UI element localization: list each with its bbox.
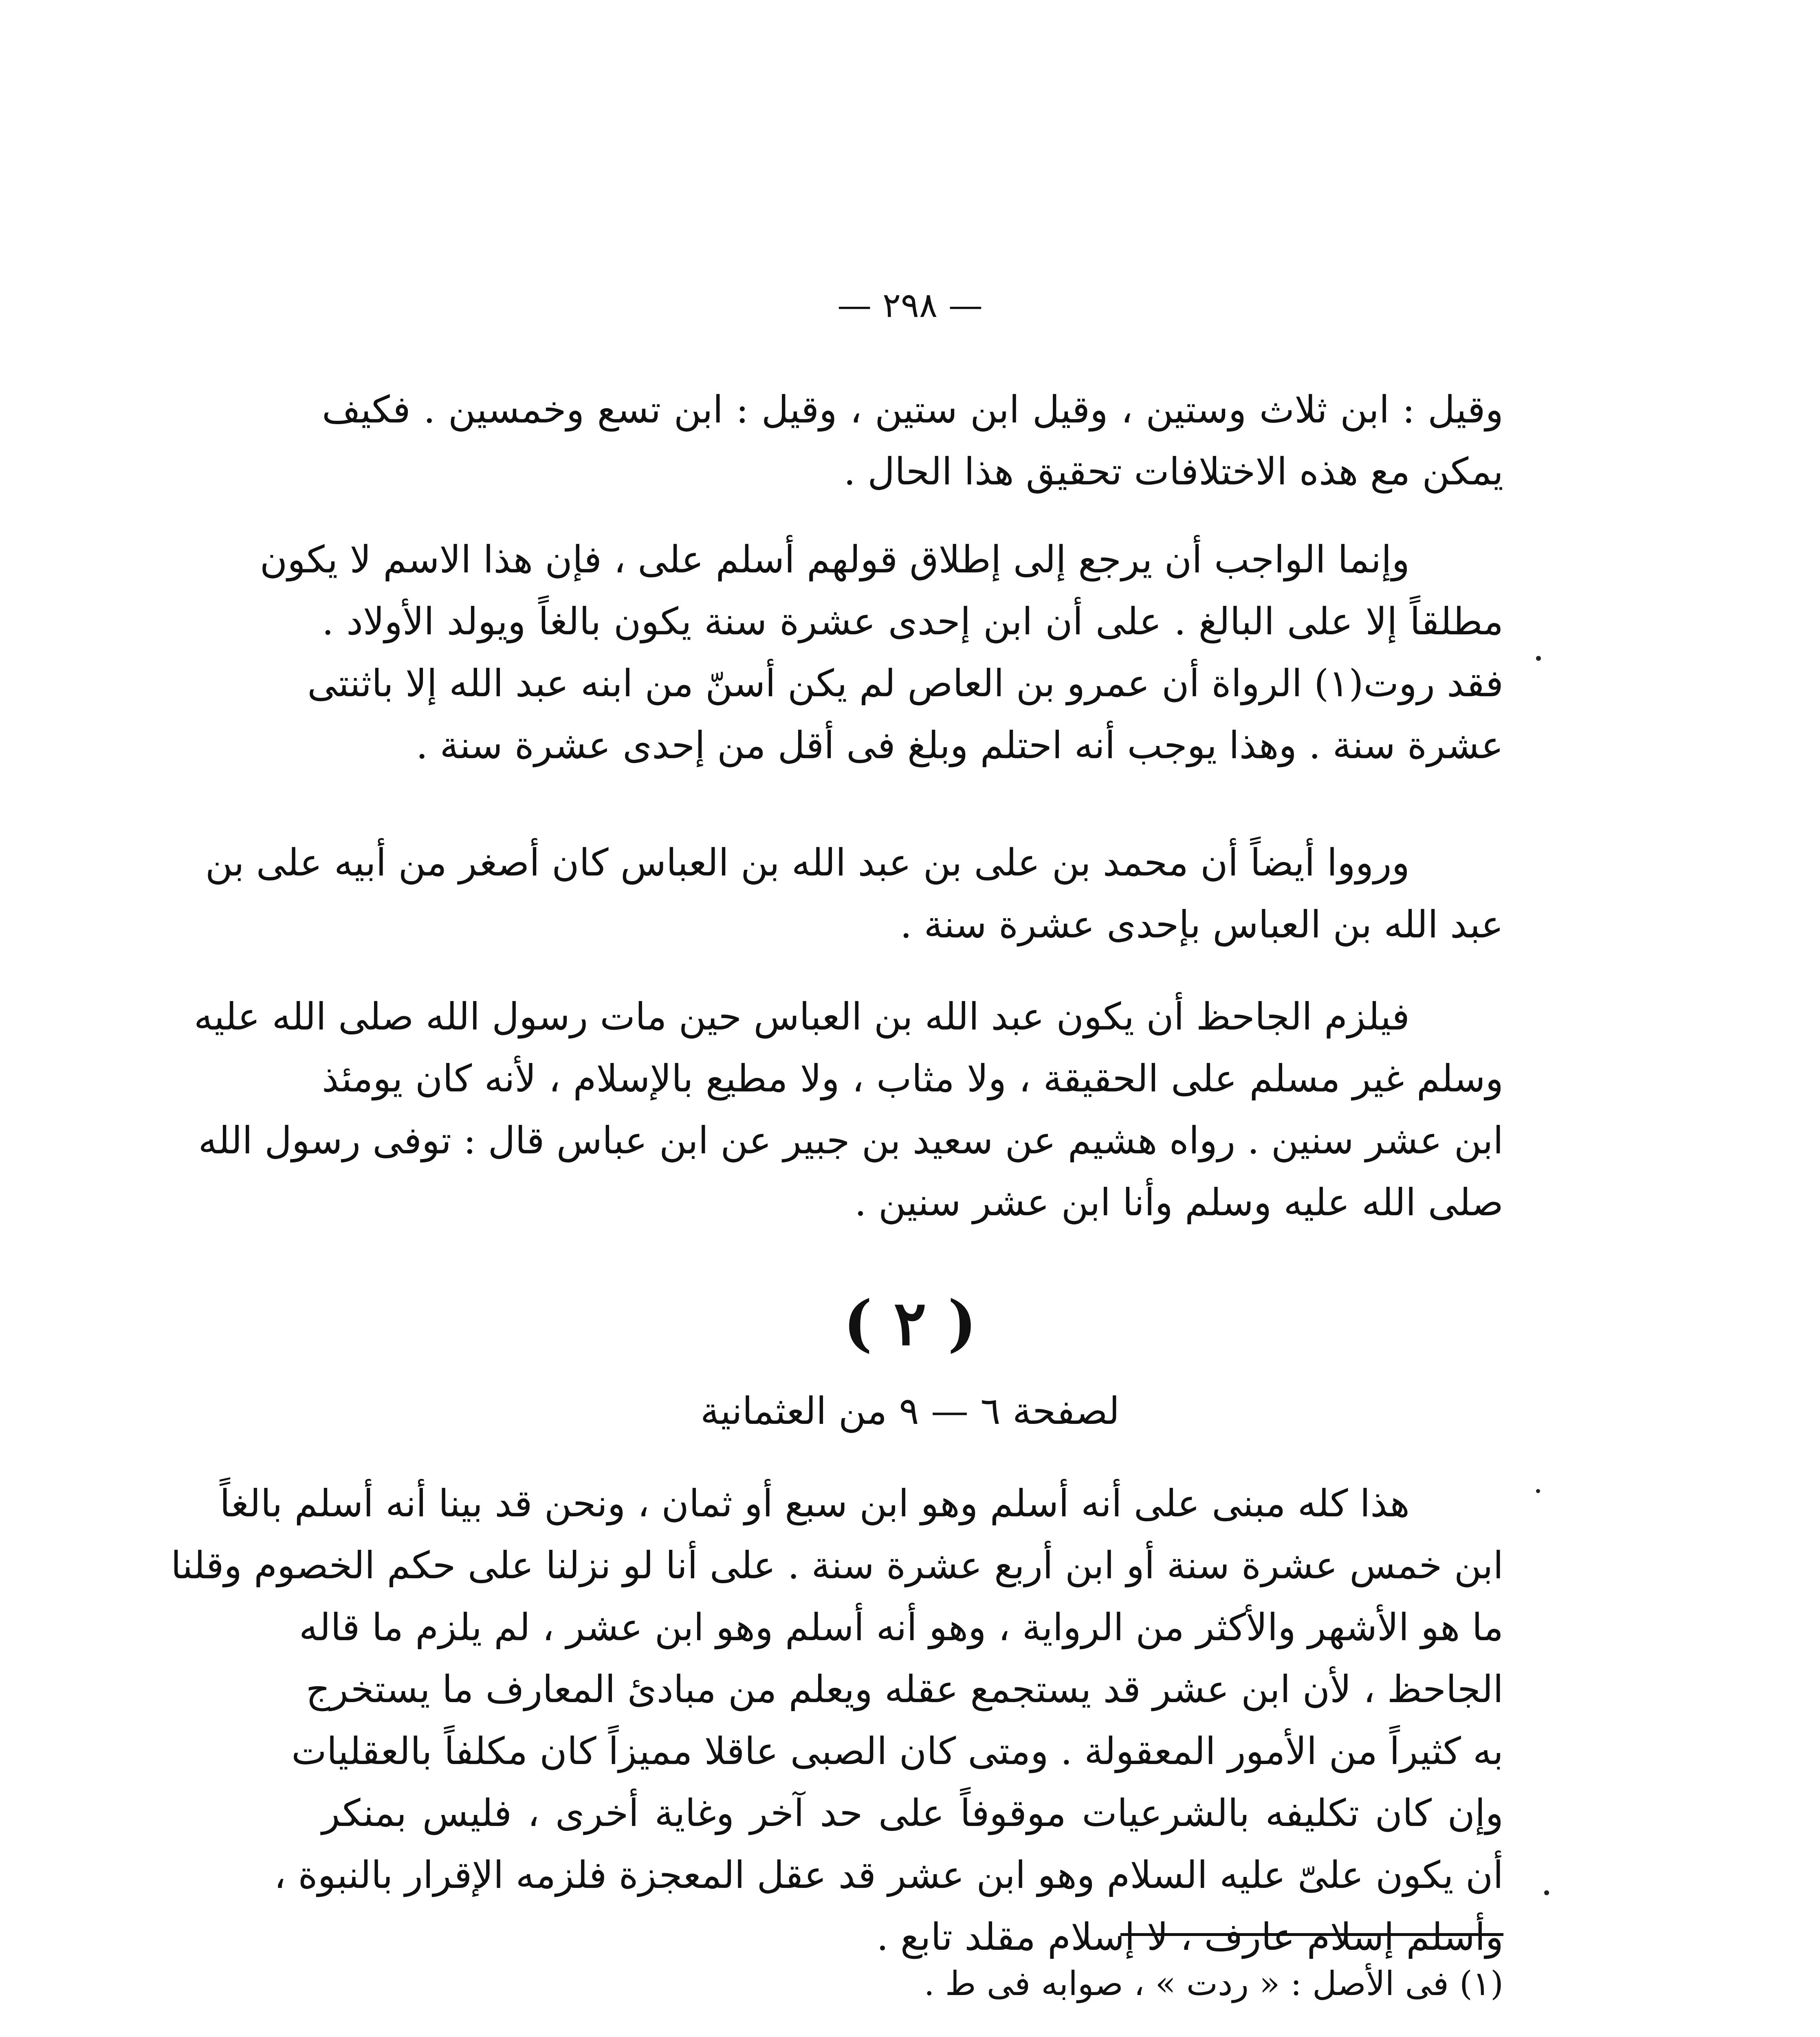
- text-line: ورووا أيضاً أن محمد بن على بن عبد الله بن العباس كان أصغر من أبيه على بن: [205, 841, 1410, 884]
- scan-speck: [1536, 656, 1541, 661]
- text-line: وإن كان تكليفه بالشرعيات موقوفاً على حد آخر وغاية أخرى ، فليس بمنكر: [322, 1791, 1503, 1835]
- text-line: هذا كله مبنى على أنه أسلم وهو ابن سبع أو ثمان ، ونحن قد بينا أنه أسلم بالغاً: [220, 1482, 1410, 1525]
- text-line: صلى الله عليه وسلم وأنا ابن عشر سنين .: [854, 1181, 1503, 1224]
- text-line: وسلم غير مسلم على الحقيقة ، ولا مثاب ، ولا مطيع بالإسلام ، لأنه كان يومئذ: [322, 1057, 1503, 1100]
- text-line: أن يكون علىّ عليه السلام وهو ابن عشر قد عقل المعجزة فلزمه الإقرار بالنبوة ،: [274, 1853, 1503, 1897]
- text-line: عشرة سنة . وهذا يوجب أنه احتلم وبلغ فى أقل من إحدى عشرة سنة .: [416, 724, 1503, 767]
- text-line: ابن خمس عشرة سنة أو ابن أربع عشرة سنة . على أنا لو نزلنا على حكم الخصوم وقلنا: [171, 1544, 1503, 1587]
- section-number: ( ٢ ): [843, 1287, 977, 1359]
- footnote-divider: [1120, 1933, 1503, 1936]
- scan-speck: [1544, 1890, 1549, 1895]
- text-line: مطلقاً إلا على البالغ . على أن ابن إحدى عشرة سنة يكون بالغاً ويولد الأولاد .: [322, 600, 1503, 643]
- paragraph-section-two: [171, 1473, 1503, 1968]
- scan-speck: [1536, 1489, 1540, 1493]
- section-subtitle: لصفحة ٦ — ٩ من العثمانية: [700, 1389, 1120, 1433]
- text-line: وقيل : ابن ثلاث وستين ، وقيل ابن ستين ، وقيل : ابن تسع وخمسين . فكيف: [322, 388, 1503, 431]
- text-line: الجاحظ ، لأن ابن عشر قد يستجمع عقله ويعلم من مبادئ المعارف ما يستخرج: [306, 1667, 1503, 1711]
- text-line: يمكن مع هذه الاختلافات تحقيق هذا الحال .: [843, 450, 1503, 493]
- page-number: — ٢٩٨ —: [837, 285, 983, 325]
- paragraph-ibn-abbas: [194, 986, 1503, 1234]
- text-line: وإنما الواجب أن يرجع إلى إطلاق قولهم أسلم على ، فإن هذا الاسم لا يكون: [260, 538, 1410, 581]
- paragraph-puberty-argument: [260, 529, 1503, 777]
- text-line: فيلزم الجاحظ أن يكون عبد الله بن العباس حين مات رسول الله صلى الله عليه: [194, 995, 1410, 1038]
- footnote: (١) فى الأصل : « ردت » ، صوابه فى ط .: [924, 1964, 1503, 2003]
- text-line: به كثيراً من الأمور المعقولة . ومتى كان الصبى عاقلا مميزاً كان مكلفاً بالعقليات: [291, 1729, 1503, 1773]
- text-line: وأسلم إسلام عارف ، لا إسلام مقلد تابع .: [876, 1915, 1503, 1959]
- text-line: عبد الله بن العباس بإحدى عشرة سنة .: [900, 903, 1503, 946]
- paragraph-continuation: [322, 379, 1503, 503]
- text-line: فقد روت(١) الرواة أن عمرو بن العاص لم يكن أسنّ من ابنه عبد الله إلا باثنتى: [307, 662, 1503, 705]
- text-line: ما هو الأشهر والأكثر من الرواية ، وهو أنه أسلم وهو ابن عشر ، لم يلزم ما قاله: [299, 1606, 1503, 1649]
- text-line: ابن عشر سنين . رواه هشيم عن سعيد بن جبير عن ابن عباس قال : توفى رسول الله: [198, 1119, 1503, 1162]
- paragraph-abbasid-ages: [205, 832, 1503, 956]
